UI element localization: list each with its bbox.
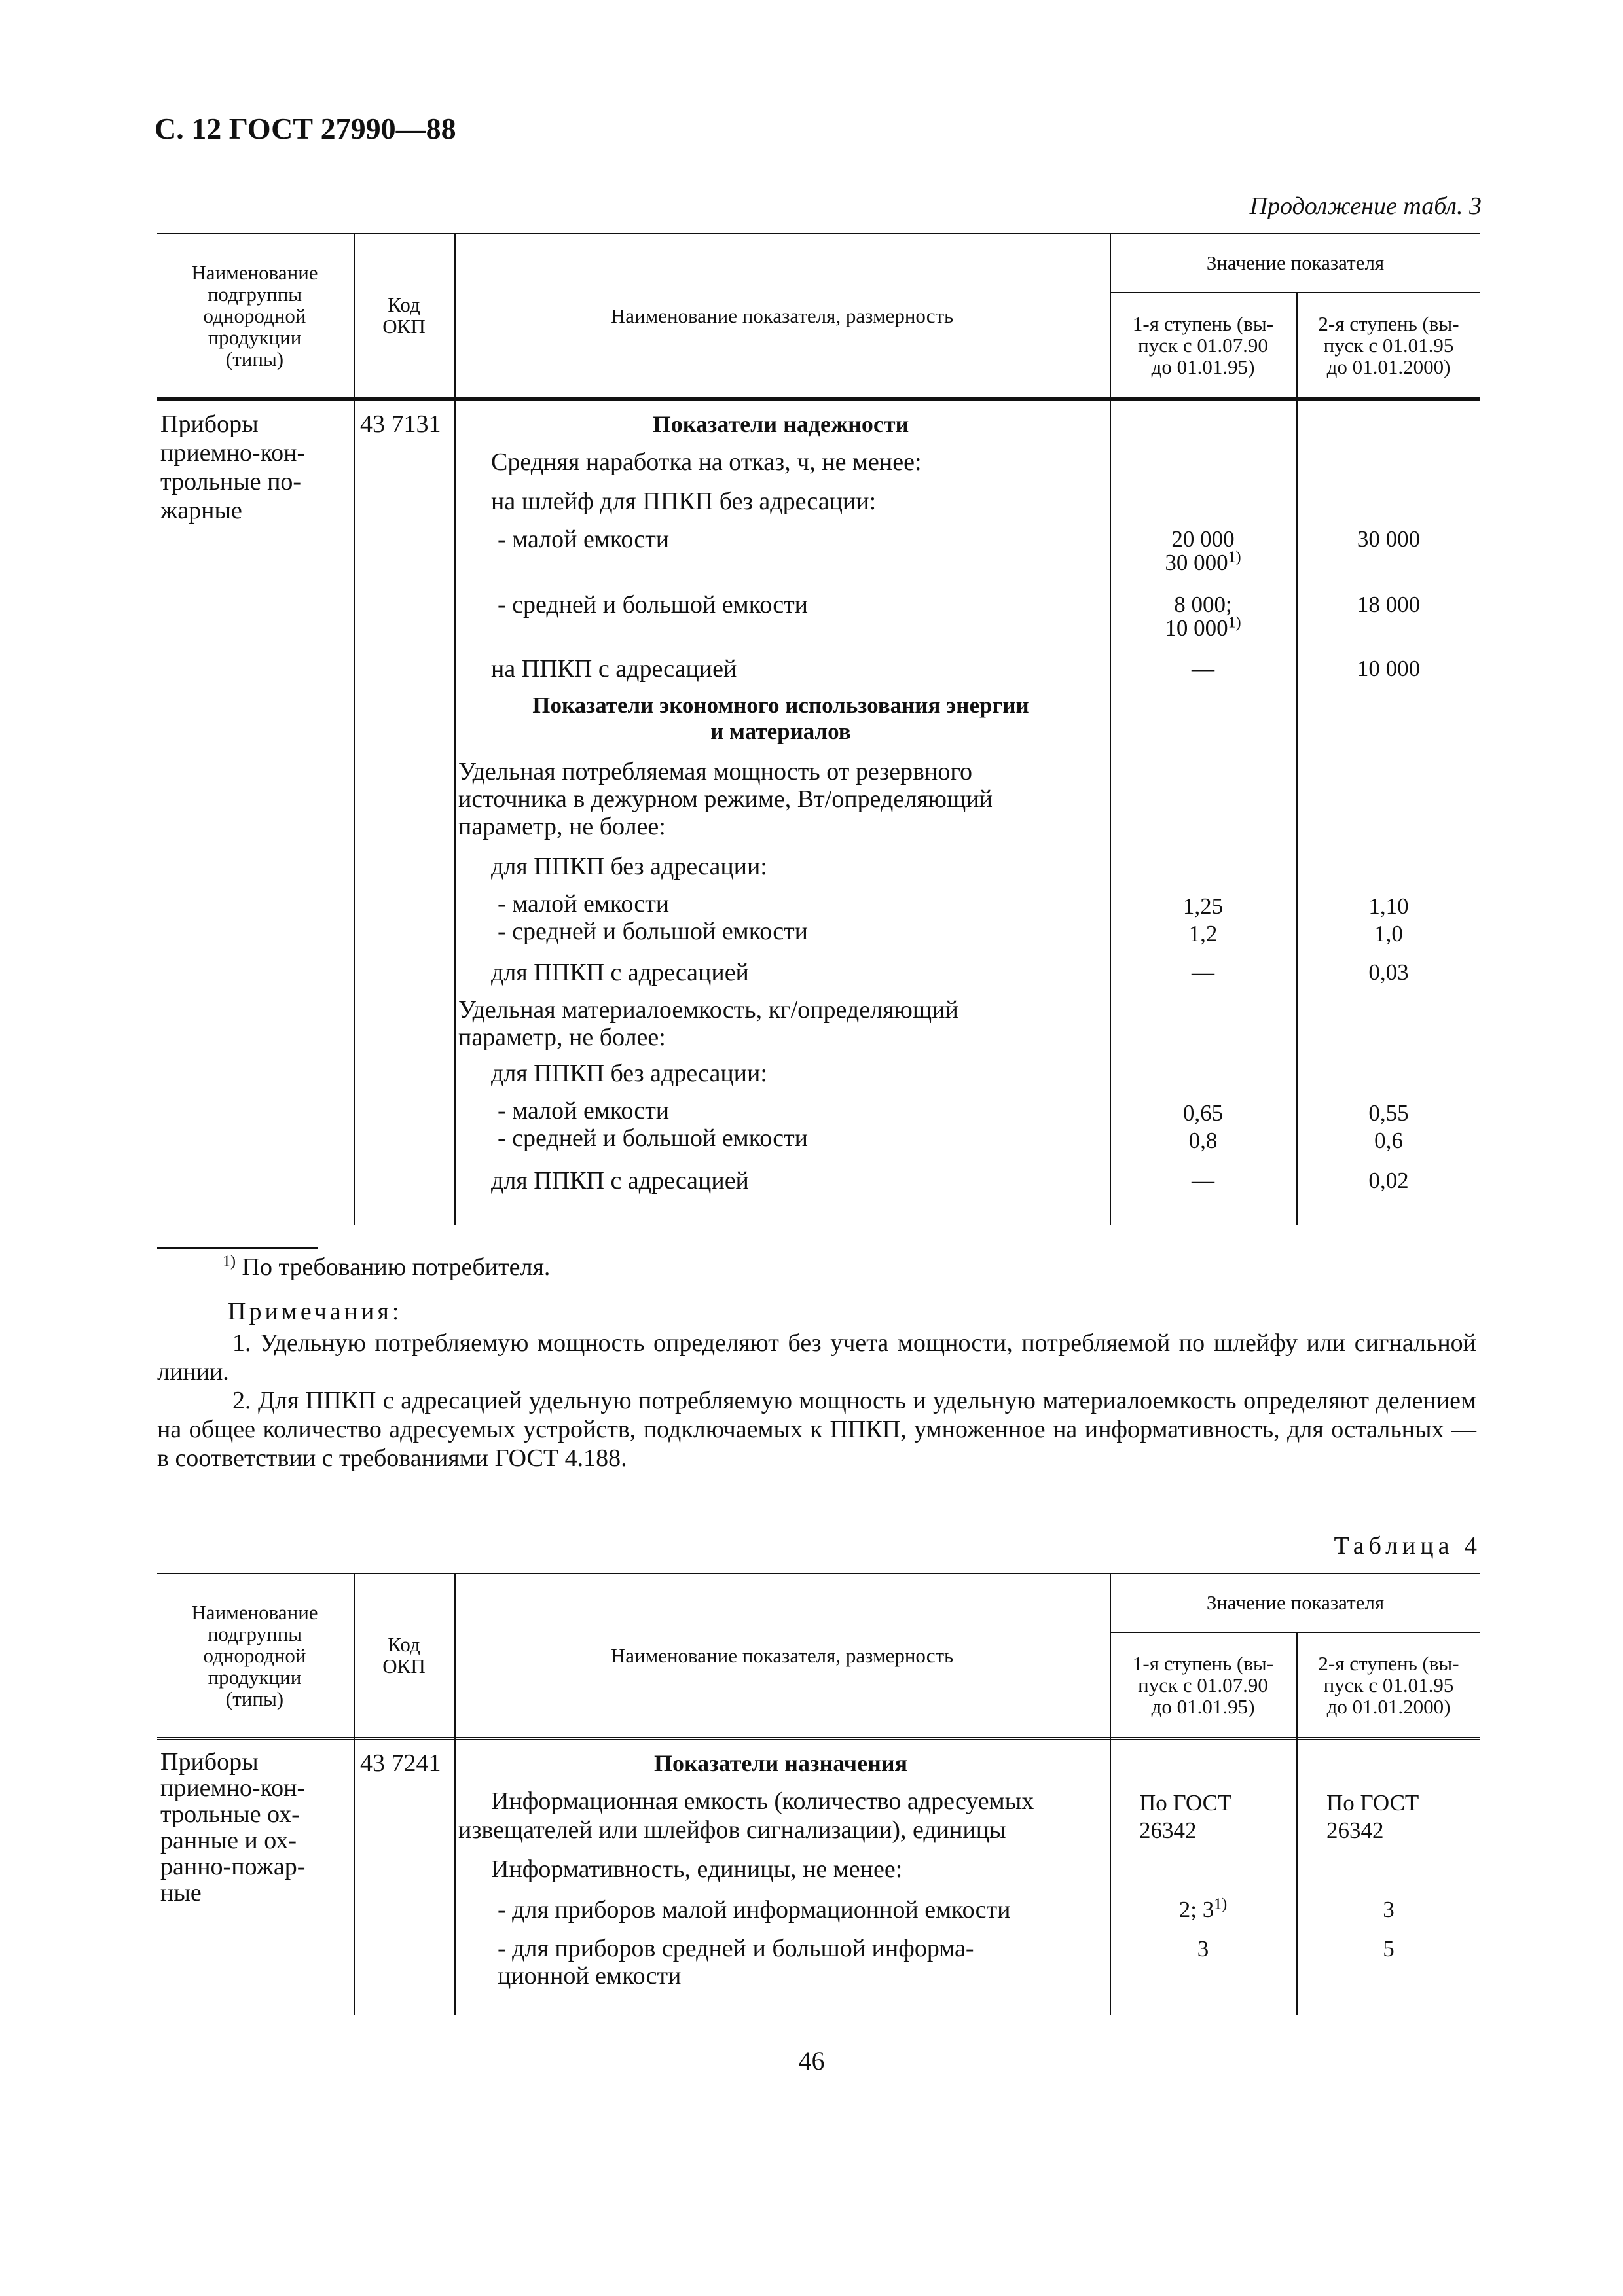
row-text: - малой емкости bbox=[498, 526, 670, 553]
header-subgroup: Наименование подгруппы однородной продукции (типы) bbox=[191, 260, 318, 370]
row-value-stage-1: 8 000; 10 000$^{1)}$ bbox=[1165, 592, 1241, 641]
subgroup-name: Приборы приемно-кон- трольные по- жарные bbox=[160, 410, 306, 524]
footnote-rule bbox=[157, 1247, 318, 1249]
footnote-text: По требованию потребителя. bbox=[242, 1253, 551, 1281]
row-text: Удельная потребляемая мощность от резервного источника в дежурном режиме, Вт/определяющий параметр, не более: bbox=[458, 758, 993, 840]
note-1: 1. Удельную потребляемую мощность определяют без учета мощности, потребляемой по шлейфу или сигнальной линии. bbox=[157, 1329, 1476, 1386]
row-value-stage-2: 0,03 bbox=[1368, 960, 1409, 985]
row-text: - средней и большой емкости bbox=[498, 591, 809, 619]
continuation-label: Продолжение табл. 3 bbox=[1249, 192, 1482, 220]
table-4-title: Таблица 4 bbox=[1334, 1532, 1482, 1560]
header-value: Значение показателя bbox=[1206, 251, 1385, 274]
footnote-mark: 1) bbox=[223, 1253, 236, 1270]
header-stage-1: 1-я ступень (вы- пуск с 01.07.90 до 01.01.95) bbox=[1132, 312, 1274, 378]
header-code: Код ОКП bbox=[382, 293, 426, 338]
section-heading: Показатели надежности bbox=[652, 411, 909, 437]
section-heading: Показатели экономного использования энергии и материалов bbox=[532, 692, 1029, 744]
okp-code: 43 7241 bbox=[360, 1749, 441, 1777]
header-indicator: Наименование показателя, размерность bbox=[610, 1643, 954, 1667]
header-stage-2: 2-я ступень (вы- пуск с 01.01.95 до 01.01.2000) bbox=[1318, 312, 1459, 378]
header-code: Код ОКП bbox=[382, 1633, 426, 1677]
row-value-stage-1: 3 bbox=[1197, 1936, 1209, 1962]
row-text: - малой емкости - средней и большой емкости bbox=[498, 1097, 809, 1152]
row-value-stage-2: 1,10 1,0 bbox=[1368, 893, 1409, 946]
row-text: - для приборов малой информационной емкости bbox=[498, 1896, 1011, 1924]
row-text: на ППКП с адресацией bbox=[491, 655, 737, 683]
row-value-stage-1: 1,25 1,2 bbox=[1182, 893, 1224, 946]
header-value: Значение показателя bbox=[1206, 1590, 1385, 1614]
row-text: - для приборов средней и большой информа- ционной емкости bbox=[498, 1935, 974, 1990]
row-text: для ППКП без адресации: bbox=[491, 1060, 767, 1087]
row-value-stage-2: 30 000 bbox=[1357, 526, 1421, 552]
okp-code: 43 7131 bbox=[360, 410, 441, 438]
page-number: 46 bbox=[798, 2046, 825, 2075]
page-header: С. 12 ГОСТ 27990—88 bbox=[155, 112, 456, 145]
row-text: для ППКП с адресацией bbox=[491, 1167, 749, 1194]
row-value-stage-1: По ГОСТ 26342 bbox=[1139, 1790, 1232, 1843]
row-value-stage-1: — bbox=[1192, 1168, 1214, 1193]
note-2: 2. Для ППКП с адресацией удельную потребляемую мощность и удельную материалоемкость определяют делением на общее количество адресуемых устройств, подключаемых к ППКП, умноженное на информативность, для остальных — в соответствии с требованиями ГОСТ 4.188. bbox=[157, 1387, 1476, 1472]
row-text: - малой емкости - средней и большой емкости bbox=[498, 890, 809, 945]
row-value-stage-1: — bbox=[1192, 656, 1214, 681]
section-heading: Показатели назначения bbox=[653, 1750, 908, 1776]
row-text: для ППКП с адресацией bbox=[491, 959, 749, 986]
row-value-stage-2: 0,02 bbox=[1368, 1168, 1409, 1193]
row-value-stage-2: 3 bbox=[1383, 1897, 1395, 1922]
row-value-stage-2: 18 000 bbox=[1357, 592, 1421, 617]
header-indicator: Наименование показателя, размерность bbox=[610, 304, 954, 327]
header-stage-2: 2-я ступень (вы- пуск с 01.01.95 до 01.01.2000) bbox=[1318, 1651, 1459, 1718]
row-value-stage-2: 5 bbox=[1383, 1936, 1395, 1962]
row-value-stage-2: 0,55 0,6 bbox=[1368, 1100, 1409, 1153]
row-text: Информативность, единицы, не менее: bbox=[491, 1856, 903, 1883]
subgroup-name: Приборы приемно-кон- трольные ох- ранные и ох- ранно-пожар- ные bbox=[160, 1748, 306, 1907]
row-value-stage-2: По ГОСТ 26342 bbox=[1326, 1790, 1419, 1843]
row-text: на шлейф для ППКП без адресации: bbox=[491, 488, 877, 515]
row-value-stage-1: — bbox=[1192, 960, 1214, 985]
notes-heading: Примечания: bbox=[228, 1298, 403, 1325]
footnote bbox=[223, 1253, 550, 1282]
row-text: для ППКП без адресации: bbox=[491, 853, 767, 880]
row-text: Удельная материалоемкость, кг/определяющий параметр, не более: bbox=[458, 996, 958, 1051]
row-text: Средняя наработка на отказ, ч, не менее: bbox=[491, 448, 922, 476]
row-value-stage-1: 0,65 0,8 bbox=[1182, 1100, 1224, 1153]
header-subgroup: Наименование подгруппы однородной продукции (типы) bbox=[191, 1600, 318, 1710]
row-value-stage-1: 2; 3$^{1)}$ bbox=[1178, 1895, 1228, 1922]
header-stage-1: 1-я ступень (вы- пуск с 01.07.90 до 01.01.95) bbox=[1132, 1651, 1274, 1718]
row-value-stage-2: 10 000 bbox=[1357, 656, 1421, 681]
row-text: Информационная емкость (количество адресуемых извещателей или шлейфов сигнализации), единицы bbox=[458, 1787, 1034, 1844]
row-value-stage-1: 20 000 30 000$^{1)}$ bbox=[1165, 526, 1241, 575]
